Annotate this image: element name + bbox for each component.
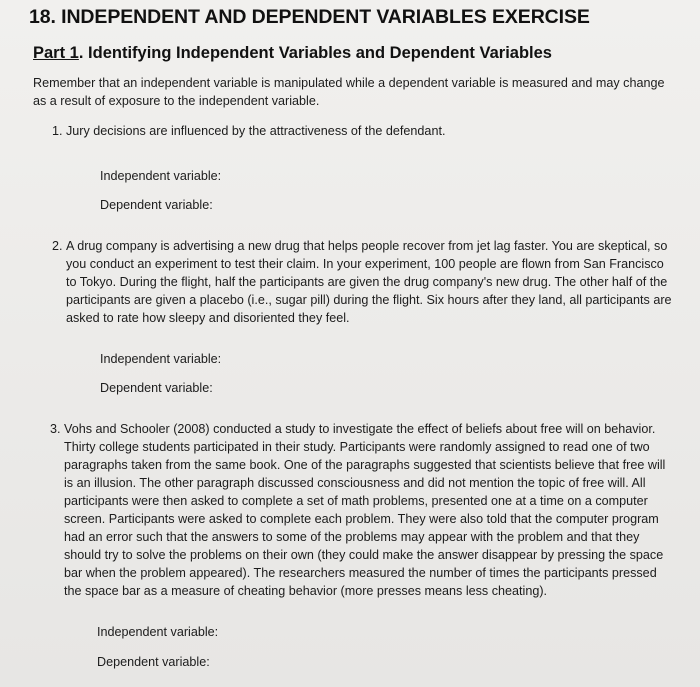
question-text: Vohs and Schooler (2008) conducted a study to investigate the effect of beliefs about free will on behavior. Thirty college students participated in their study. Participants were randomly assigned to read one of two paragraphs taken from the same book. One of the paragraphs suggested that scientists believe that free will is an illusion. The other paragraph discussed consciousness and did not mention the topic of free will. All participants were then asked to complete a set of math problems, presented one at a time on a computer screen. Participants were asked to complete each problem. They were also told that the computer program had an error such that the answers to some of the problems may appear with the problem and that they should try to solve the problems on their own (they could make the answer disappear by pressing the space bar when the problem appeared). The researchers measured the number of times the participants pressed the space bar as a measure of cheating behavior (more presses means less cheating). [64, 422, 666, 598]
part-heading-text: . Identifying Independent Variables and Dependent Variables [78, 44, 552, 62]
question-number: 1. [52, 124, 63, 138]
question-2 [52, 237, 674, 327]
q2-dependent-variable-label: Dependent variable: [100, 381, 213, 395]
part-heading [33, 44, 552, 63]
q2-independent-variable-label: Independent variable: [100, 352, 222, 366]
question-1 [52, 122, 672, 140]
question-text: A drug company is advertising a new drug that helps people recover from jet lag faster. You are skeptical, so you conduct an experiment to test their claim. In your experiment, 100 people are flown from San Francisco to Tokyo. During the flight, half the participants are given the drug company's new drug. The other half of the participants are given a placebo (i.e., sugar pill) during the flight. Six hours after they land, all participants are asked to rate how sleepy and disoriented they feel. [66, 239, 672, 325]
question-number: 3. [50, 422, 61, 436]
q1-dependent-variable-label: Dependent variable: [100, 198, 213, 212]
part-label: Part 1 [33, 44, 79, 62]
question-number: 2. [52, 239, 63, 253]
question-text: Jury decisions are influenced by the attractiveness of the defendant. [66, 124, 446, 138]
q3-dependent-variable-label: Dependent variable: [97, 655, 210, 669]
intro-paragraph: Remember that an independent variable is manipulated while a dependent variable is measured and may change as a result of exposure to the independent variable. [33, 76, 665, 108]
exercise-title: 18. INDEPENDENT AND DEPENDENT VARIABLES EXERCISE [29, 6, 590, 28]
q3-independent-variable-label: Independent variable: [97, 625, 219, 639]
q1-independent-variable-label: Independent variable: [100, 169, 222, 183]
question-3 [50, 420, 676, 600]
